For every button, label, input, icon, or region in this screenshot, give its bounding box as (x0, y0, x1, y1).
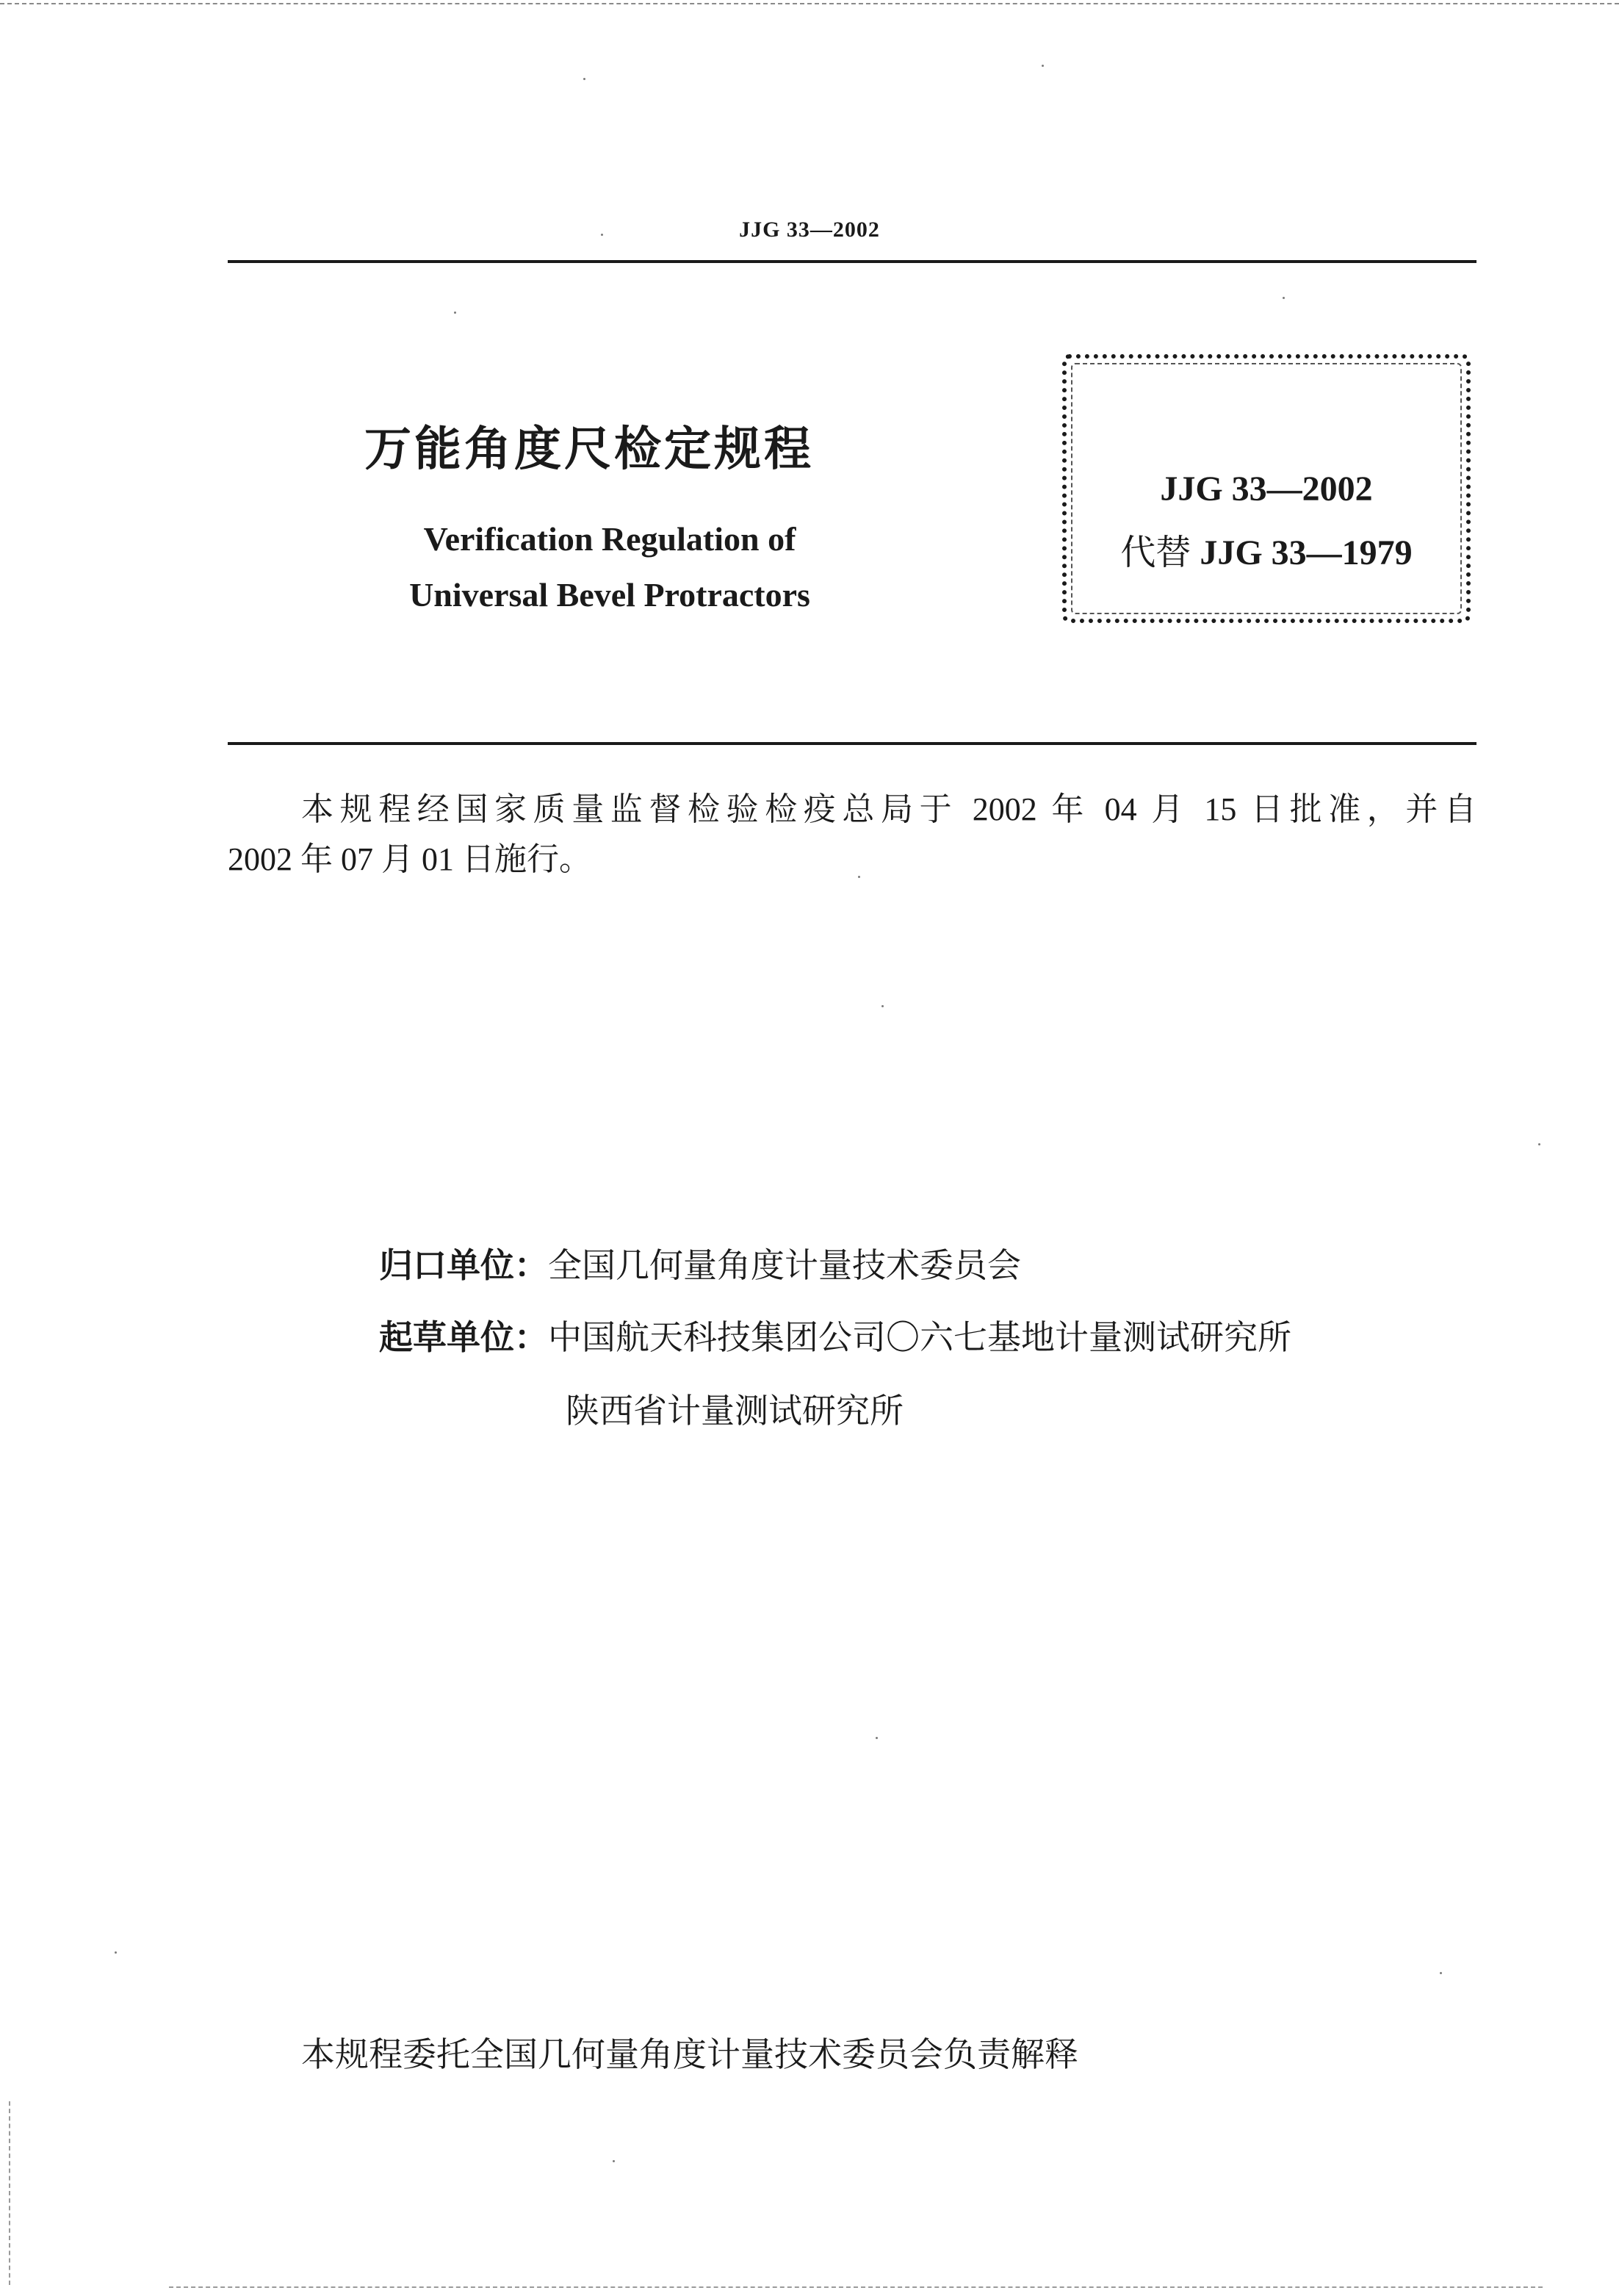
page-title-english-line2: Universal Bevel Protractors (409, 576, 810, 613)
scan-speck (583, 78, 585, 80)
scan-speck (1283, 297, 1285, 299)
scan-speck (613, 2160, 615, 2162)
interpretation-statement: 本规程委托全国几何量角度计量技术委员会负责解释 (301, 2036, 1078, 2073)
drafting-unit-label: 起草单位： (379, 1317, 548, 1357)
replaces-line (1067, 524, 1466, 575)
scan-speck (1538, 1143, 1540, 1145)
standard-code-box (1062, 354, 1471, 623)
current-standard-code: JJG 33—2002 (1160, 469, 1373, 508)
scan-speck (1042, 65, 1044, 67)
responsible-unit-row (379, 1239, 1021, 1287)
drafting-unit-value-1: 中国航天科技集团公司〇六七基地计量测试研究所 (548, 1319, 1291, 1356)
page-title-chinese: 万能角度尺检定规程 (364, 422, 814, 477)
drafting-unit-row (379, 1311, 1291, 1359)
responsible-unit-value: 全国几何量角度计量技术委员会 (548, 1247, 1021, 1284)
scan-speck (858, 876, 860, 878)
scan-edge-left (9, 2101, 10, 2285)
approval-statement-line2: 2002 年 07 月 01 日施行。 (228, 841, 591, 877)
replaces-label: 代替 (1120, 532, 1191, 573)
scan-speck (115, 1951, 117, 1954)
drafting-unit-value-2: 陕西省计量测试研究所 (566, 1392, 904, 1430)
page-title-english-line1: Verification Regulation of (423, 520, 796, 558)
approval-statement-line1: 本规程经国家质量监督检验检疫总局于 2002 年 04 月 15 日批准，并自 (301, 791, 1476, 827)
scan-speck (454, 312, 456, 314)
responsible-unit-label: 归口单位： (379, 1245, 548, 1285)
scan-edge-top (0, 3, 1619, 4)
scan-speck (601, 234, 603, 236)
scan-speck (876, 1737, 878, 1739)
header-rule (228, 260, 1476, 263)
replaced-standard-code: JJG 33—1979 (1200, 533, 1413, 572)
scan-speck (1440, 1972, 1442, 1974)
scan-speck (881, 1005, 884, 1007)
page-header-code: JJG 33—2002 (739, 217, 880, 242)
scan-edge-bottom (169, 2286, 1543, 2288)
section-rule (228, 742, 1476, 745)
